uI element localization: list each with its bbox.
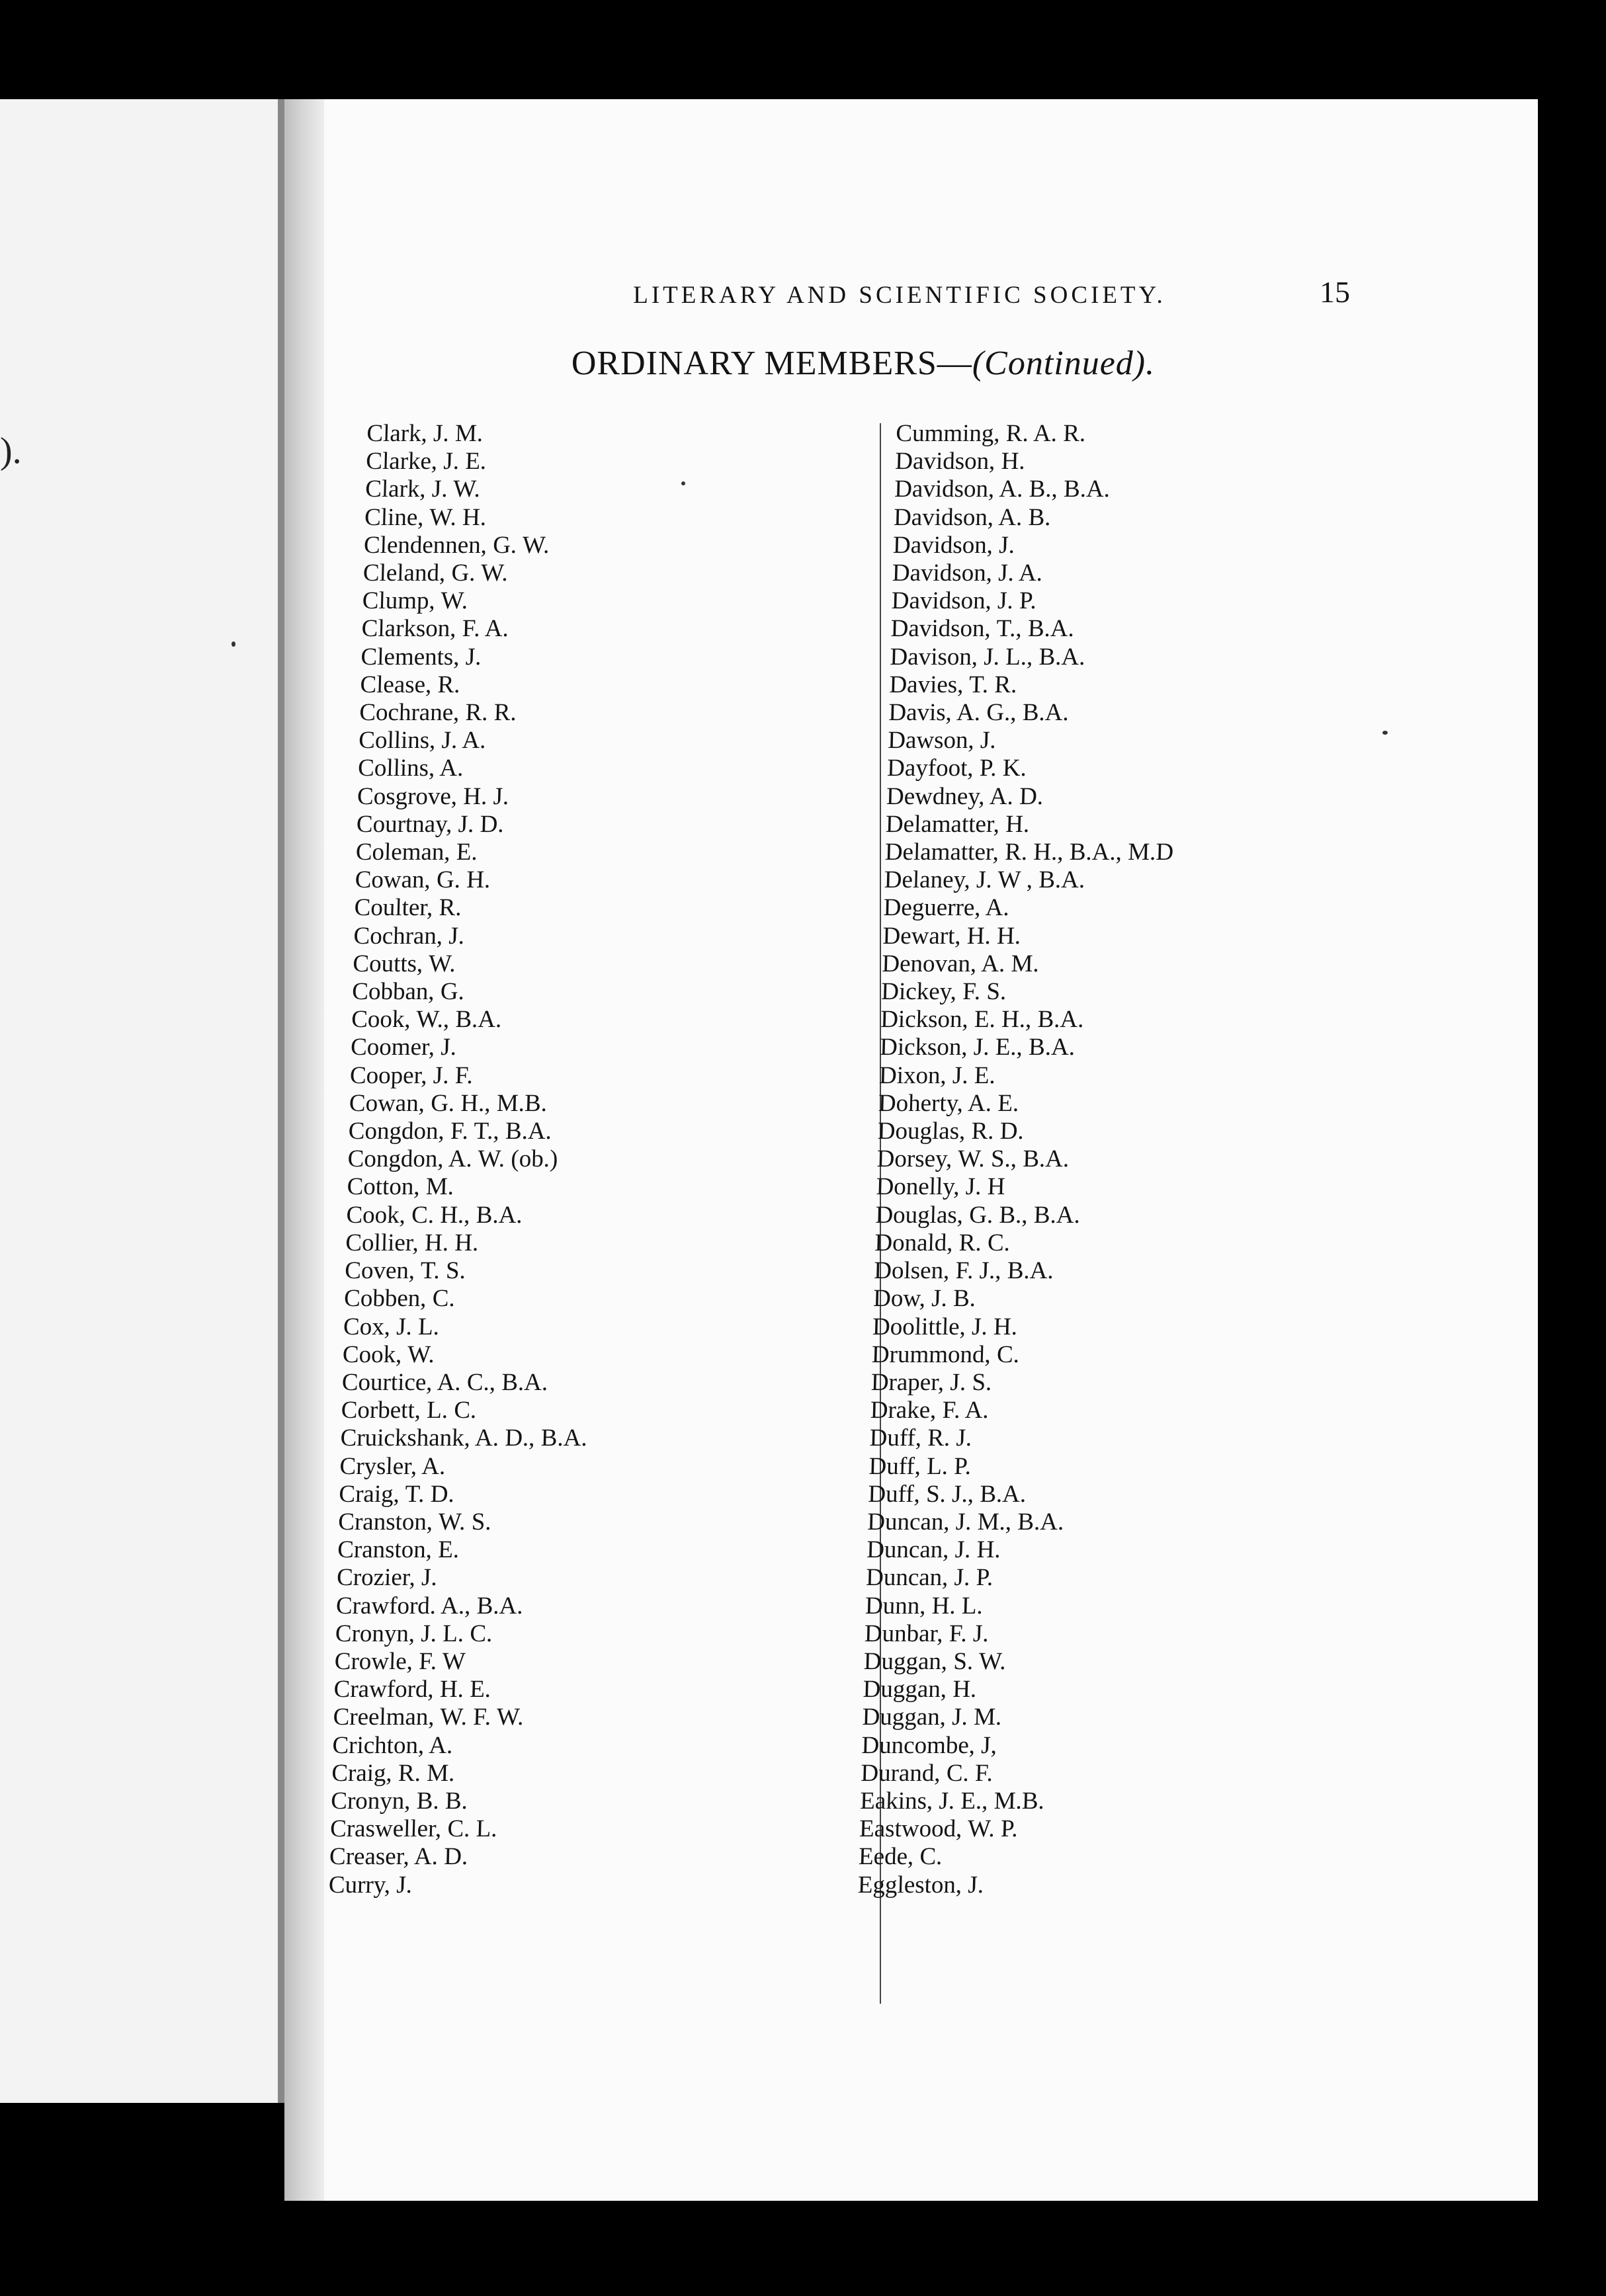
member-entry: Cline, W. H. <box>364 503 487 531</box>
member-entry: Cranston, W. S. <box>337 1508 492 1536</box>
member-entry: Davis, A. G., B.A. <box>888 699 1070 727</box>
section-title-suffix: (Continued). <box>972 345 1156 382</box>
member-entry: Davidson, J. A. <box>892 559 1043 587</box>
member-entry: Courtice, A. C., B.A. <box>341 1368 548 1396</box>
member-entry: Cobban, G. <box>351 978 465 1006</box>
member-entry: Dayfoot, P. K. <box>886 755 1027 782</box>
member-entry: Coulter, R. <box>354 894 462 922</box>
member-entry: Dow, J. B. <box>872 1285 976 1313</box>
member-entry: Congdon, A. W. (ob.) <box>347 1145 558 1173</box>
member-entry: Crawford, H. E. <box>333 1676 491 1703</box>
member-entry: Drake, F. A. <box>870 1397 990 1424</box>
member-entry: Clark, J. M. <box>366 420 484 447</box>
member-entry: Crowle, F. W <box>334 1647 466 1675</box>
member-entry: Clease, R. <box>359 671 461 698</box>
member-entry: Eggleston, J. <box>857 1871 984 1899</box>
member-entry: Coleman, E. <box>355 839 478 866</box>
member-entry: Cosgrove, H. J. <box>357 782 509 810</box>
member-entry: Crozier, J. <box>336 1564 438 1592</box>
member-entry: Clements, J. <box>360 643 482 671</box>
member-entry: Eakins, J. E., M.B. <box>859 1787 1045 1815</box>
member-entry: Dewart, H. H. <box>882 922 1021 950</box>
member-entry: Cronyn, J. L. C. <box>335 1620 493 1647</box>
member-entry: Dickey, F. S. <box>880 978 1007 1006</box>
member-entry: Collins, J. A. <box>358 727 487 755</box>
member-entry: Cleland, G. W. <box>362 559 509 587</box>
member-entry: Davidson, J. <box>892 531 1015 559</box>
member-entry: Crawford. A., B.A. <box>335 1592 524 1620</box>
member-entry: Dolsen, F. J., B.A. <box>873 1257 1054 1285</box>
member-entry: Doherty, A. E. <box>878 1089 1019 1117</box>
member-entry: Cooper, J. F. <box>349 1061 474 1089</box>
member-entry: Donelly, J. H <box>876 1173 1006 1201</box>
member-entry: Davidson, A. B., B.A. <box>894 475 1111 503</box>
member-entry: Cruickshank, A. D., B.A. <box>340 1424 588 1452</box>
member-entry: Crysler, A. <box>339 1452 446 1480</box>
member-entry: Douglas, G. B., B.A. <box>874 1201 1081 1229</box>
member-entry: Collier, H. H. <box>345 1229 479 1256</box>
member-entry: Davies, T. R. <box>888 671 1017 698</box>
member-entry: Cotton, M. <box>347 1173 454 1201</box>
member-entry: Crichton, A. <box>331 1731 453 1759</box>
member-entry: Duff, S. J., B.A. <box>867 1480 1027 1508</box>
member-entry: Clark, J. W. <box>364 475 481 503</box>
member-entry: Cumming, R. A. R. <box>895 420 1086 447</box>
member-entry: Coutts, W. <box>352 950 456 977</box>
member-entry: Cobben, C. <box>343 1285 456 1313</box>
member-entry: Davison, J. L., B.A. <box>890 643 1086 671</box>
member-entry: Dickson, E. H., B.A. <box>880 1006 1085 1034</box>
member-entry: Dorsey, W. S., B.A. <box>876 1145 1070 1173</box>
member-entry: Duncan, J. P. <box>865 1564 993 1592</box>
member-entry: Duncombe, J, <box>861 1731 997 1759</box>
member-entry: Deguerre, A. <box>883 894 1010 922</box>
section-title-main: ORDINARY MEMBERS— <box>571 345 972 382</box>
member-entry: Cook, W. <box>342 1340 435 1368</box>
page-number: 15 <box>1320 275 1350 309</box>
member-entry: Courtnay, J. D. <box>356 810 505 838</box>
member-entry: Clarke, J. E. <box>365 448 487 475</box>
member-entry: Coven, T. S. <box>344 1257 466 1285</box>
member-entry: Cranston, E. <box>337 1536 460 1564</box>
member-entry: Coomer, J. <box>350 1034 457 1061</box>
member-entry: Dickson, J. E., B.A. <box>879 1034 1076 1061</box>
member-entry: Cowan, G. H., M.B. <box>349 1089 548 1117</box>
member-entry: Duff, R. J. <box>869 1424 972 1452</box>
member-entry: Cowan, G. H. <box>355 866 491 894</box>
member-entry: Davidson, T., B.A. <box>890 615 1075 643</box>
member-entry: Cochrane, R. R. <box>359 699 517 727</box>
facing-page-fragment: ). <box>0 430 22 472</box>
member-entry: Duff, L. P. <box>868 1452 972 1480</box>
member-entry: Dunbar, F. J. <box>864 1620 990 1647</box>
member-entry: Craig, R. M. <box>331 1759 455 1787</box>
member-entry: Davidson, H. <box>894 448 1026 475</box>
facing-page <box>0 99 284 2103</box>
member-entry: Corbett, L. C. <box>341 1397 477 1424</box>
member-entry: Craig, T. D. <box>338 1480 455 1508</box>
member-entry: Drummond, C. <box>871 1340 1020 1368</box>
paper-speck <box>232 641 235 647</box>
member-entry: Cronyn, B. B. <box>330 1787 468 1815</box>
member-entry: Duggan, J. M. <box>862 1703 1002 1731</box>
member-entry: Donald, R. C. <box>874 1229 1011 1256</box>
member-entry: Eastwood, W. P. <box>859 1815 1019 1843</box>
member-entry: Delamatter, R. H., B.A., M.D <box>884 839 1174 866</box>
member-entry: Cochran, J. <box>353 922 465 950</box>
member-entry: Doolittle, J. H. <box>872 1313 1018 1340</box>
member-entry: Duggan, H. <box>863 1676 977 1703</box>
member-entry: Dewdney, A. D. <box>886 782 1044 810</box>
member-entry: Cox, J. L. <box>343 1313 440 1340</box>
member-entry: Duggan, S. W. <box>863 1647 1007 1675</box>
member-entry: Cook, W., B.A. <box>351 1006 502 1034</box>
running-head: LITERARY AND SCIENTIFIC SOCIETY. <box>633 282 1166 309</box>
member-entry: Creelman, W. F. W. <box>333 1703 525 1731</box>
paper-speck <box>1382 731 1388 735</box>
member-entry: Crasweller, C. L. <box>329 1815 498 1843</box>
member-entry: Dunn, H. L. <box>865 1592 984 1620</box>
member-list-left <box>328 420 614 1899</box>
member-entry: Duncan, J. M., B.A. <box>866 1508 1064 1536</box>
member-entry: Denovan, A. M. <box>881 950 1040 977</box>
member-list-right <box>857 420 1185 1899</box>
member-entry: Collins, A. <box>357 755 464 782</box>
member-entry: Creaser, A. D. <box>329 1843 468 1871</box>
section-title <box>532 344 1194 383</box>
member-entry: Congdon, F. T., B.A. <box>348 1118 552 1145</box>
member-entry: Douglas, R. D. <box>877 1118 1025 1145</box>
member-entry: Dixon, J. E. <box>878 1061 996 1089</box>
member-entry: Clendennen, G. W. <box>363 531 550 559</box>
member-entry: Curry, J. <box>328 1871 413 1899</box>
member-entry: Davidson, J. P. <box>891 587 1037 615</box>
document-page <box>284 99 1538 2201</box>
member-entry: Eede, C. <box>858 1843 943 1871</box>
member-entry: Dawson, J. <box>887 727 997 755</box>
member-entry: Duncan, J. H. <box>866 1536 1001 1564</box>
member-entry: Clarkson, F. A. <box>361 615 509 643</box>
paper-speck <box>681 481 685 485</box>
member-entry: Draper, J. S. <box>870 1368 992 1396</box>
member-entry: Cook, C. H., B.A. <box>345 1201 523 1229</box>
member-entry: Delamatter, H. <box>885 810 1030 838</box>
member-entry: Delaney, J. W , B.A. <box>884 866 1085 894</box>
page-gutter-shadow <box>284 99 324 2201</box>
member-entry: Davidson, A. B. <box>893 503 1052 531</box>
member-entry: Clump, W. <box>362 587 468 615</box>
member-entry: Durand, C. F. <box>860 1759 993 1787</box>
